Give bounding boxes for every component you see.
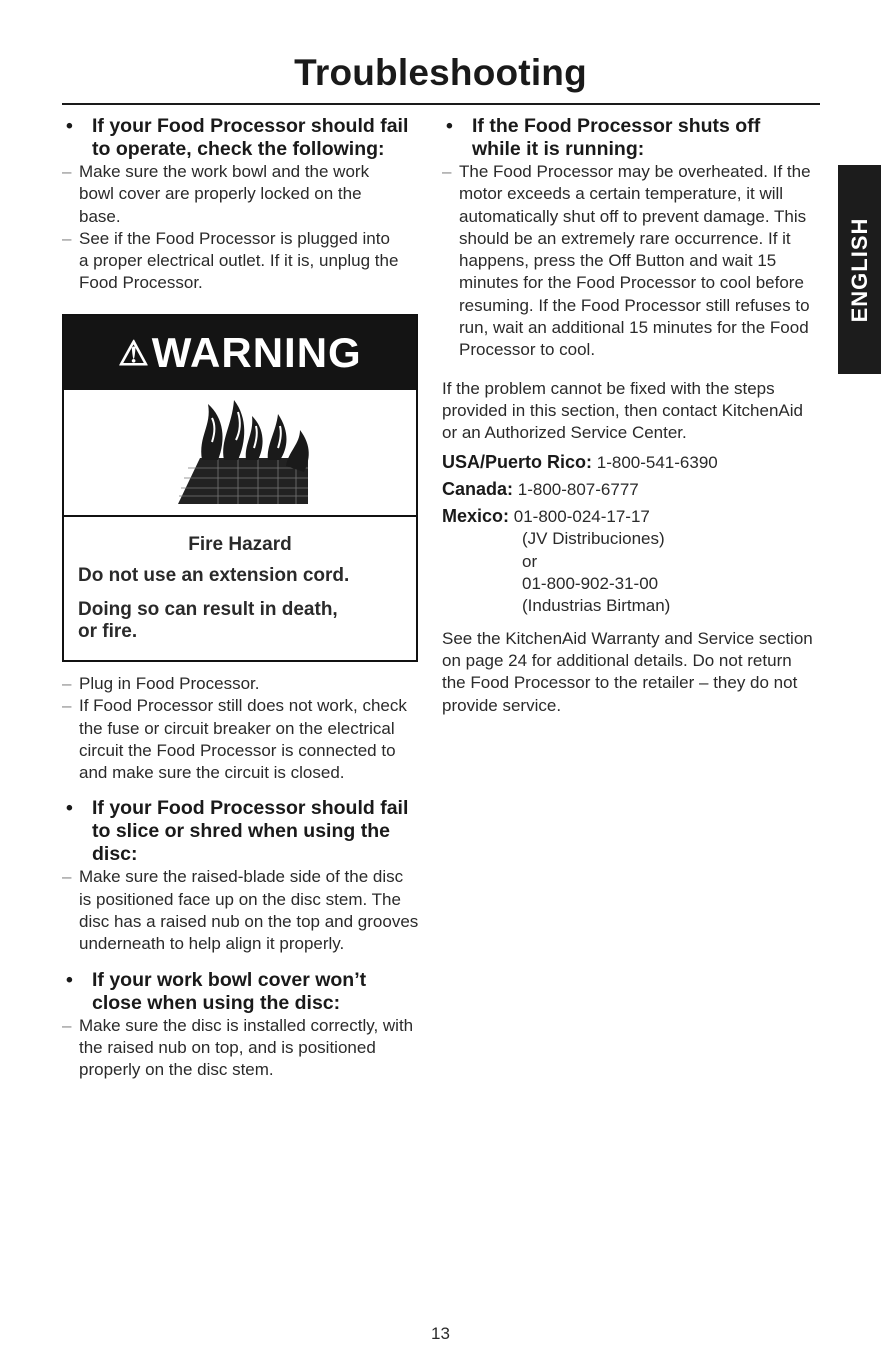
- warranty-note: See the KitchenAid Warranty and Service section on page 24 for additional details. Do not return the Food Processor to the retailer – they do not provide service.: [442, 628, 813, 715]
- warning-divider: [64, 515, 416, 517]
- list-item: – Make sure the raised-blade side of the disc is positioned face up on the disc stem. The disc has a raised nub on the top and grooves underneath to help align it properly.: [62, 867, 419, 954]
- hazard-title: Fire Hazard: [188, 534, 292, 555]
- mexico-note: (JV Distribuciones): [522, 529, 665, 549]
- contact-usa: USA/Puerto Rico: 1-800-541-6390: [442, 451, 718, 472]
- mexico-phone-2: 01-800-902-31-00: [522, 574, 659, 594]
- section-heading-cover-wont-close: • If your work bowl cover won’t close when using the disc:: [66, 968, 367, 1014]
- left-column-bottom: [62, 673, 422, 1082]
- title-rule: [62, 103, 820, 105]
- mexico-or: or: [522, 551, 538, 571]
- left-column-top: [62, 115, 422, 295]
- mexico-note: (Industrias Birtman): [522, 596, 671, 616]
- list-item: – If Food Processor still does not work, check the fuse or circuit breaker on the electrical circuit the Food Processor is connected to and make sure the circuit is closed.: [62, 696, 407, 783]
- contact-mexico: Mexico: 01-800-024-17-17: [442, 506, 650, 527]
- warning-triangle-icon: ⚠: [118, 335, 150, 373]
- section-heading-slice-shred: • If your Food Processor should fail to slice or shred when using the disc:: [66, 797, 409, 866]
- contact-intro: If the problem cannot be fixed with the steps provided in this section, then contact KitchenAid or an Authorized Service Center.: [442, 378, 803, 443]
- warning-text: Doing so can result in death,: [78, 599, 338, 620]
- warning-box: [62, 314, 418, 662]
- list-item: – Plug in Food Processor.: [62, 674, 260, 693]
- list-item: – See if the Food Processor is plugged into a proper electrical outlet. If it is, unplug the Food Processor.: [62, 228, 399, 293]
- right-column: [442, 115, 822, 717]
- fire-icon: [168, 396, 318, 508]
- warning-text: Do not use an extension cord.: [78, 565, 350, 586]
- contact-canada: Canada: 1-800-807-6777: [442, 478, 639, 499]
- section-heading-fail-to-operate: • If your Food Processor should fail to operate, check the following:: [66, 115, 409, 160]
- list-item: – Make sure the work bowl and the work bowl cover are properly locked on the base.: [62, 162, 370, 226]
- page-number: 13: [431, 1324, 450, 1343]
- warning-header: ⚠WARNING: [64, 316, 416, 390]
- bullet: •: [66, 115, 73, 137]
- section-heading-shuts-off: • If the Food Processor shuts off while it is running:: [446, 115, 761, 160]
- page-title: Troubleshooting: [294, 52, 587, 93]
- language-tab: ENGLISH: [838, 165, 881, 374]
- warning-text: or fire.: [78, 621, 138, 642]
- list-item: – Make sure the disc is installed correctly, with the raised nub on top, and is positioned properly on the disc stem.: [62, 1015, 414, 1080]
- list-item: – The Food Processor may be overheated. If the motor exceeds a certain temperature, it will automatically shut off to prevent damage. This should be an extremely rare occurrence. If it happens, press the Off Button and wait 15 minutes for the Food Processor to cool before resuming. If the Food Processor still refuses to run, wait an additional 15 minutes for the Food Processor to cool.: [442, 162, 811, 360]
